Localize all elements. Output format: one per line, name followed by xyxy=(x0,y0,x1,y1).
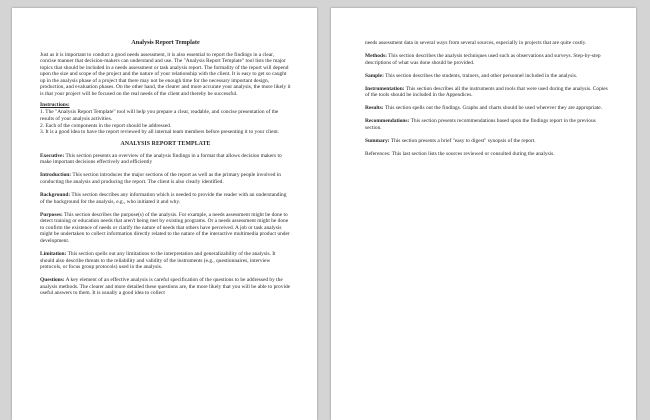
section-text: This section spells out any limitations to the interpretation and generalizability of the analysis. It should also describe threats to the reliability and validity of the instruments (e.g., questionnaires, interview protocols, or focus group protocols) used in the analysis. xyxy=(40,250,276,271)
section-introduction xyxy=(40,172,291,185)
instruction-item-3: 3. It is a good idea to have the report reviewed by all internal team members before presenting it to your client. xyxy=(40,129,280,136)
section-label: Limitation: xyxy=(40,250,67,257)
section-recommendations xyxy=(365,118,610,131)
section-text: This section describes the students, trainers, and other personnel included in the analysis. xyxy=(383,72,578,79)
section-text: A key element of an effective analysis is careful specification of the questions to be addressed by the analysis methods. The clearer and more detailed these questions are, the more likely that you will be able to provide useful answers to them. It is usually a good idea to collect xyxy=(40,277,291,297)
section-label: Background: xyxy=(40,191,71,198)
document-title: Analysis Report Template xyxy=(131,39,200,46)
section-results xyxy=(365,105,610,112)
section-text: This section introduces the major sections of the report as well as the primary people involved in conducting the analysis and producing the report. The client is also clearly identified. xyxy=(40,172,281,185)
section-questions xyxy=(40,277,291,297)
section-references: References: This last section lists the sources reviewed or consulted during the analysis. xyxy=(365,150,555,157)
continuation-paragraph: needs assessment data in several ways from several sources, especially in projects that are quite costly. xyxy=(365,40,587,46)
section-label: Summary: xyxy=(365,137,390,144)
section-label: Methods: xyxy=(365,52,387,59)
intro-paragraph: Just as it is important to conduct a good needs assessment, it is also essential to report the findings in a clear, concise manner that decision-makers can understand and use. The "Analysis Report Template" tool lists the major topics that should be included in a needs assessment or task analysis report. The formality of the report will depend upon the size and scope of the project and the nature of your relationship with the client. It is easy to get so caught up in the analysis phase of a project that there may not be enough time for the necessary important design, production, and evaluation phases. On the other hand, the clearer and more accurate your analysis, the more likely it is that your project will be focused on the real needs of the client and thereby be successful. xyxy=(40,51,291,98)
section-label: Executive: xyxy=(40,152,65,159)
instruction-item-2: 2. Each of the components in the report should be addressed. xyxy=(40,122,172,129)
section-label: Results: xyxy=(365,105,384,112)
section-text: This section describes the purpose(s) of the analysis. For example, a needs assessment might be done to detect training or education needs that aren't being met by existing programs. Or a needs assessment might be done to confirm the existence of needs or clarify the nature of needs that others have perceived. A job or task analysis might be undertaken to collect information directly related to the nature of the interactive multimedia product under development. xyxy=(40,211,290,244)
section-sample xyxy=(365,73,610,80)
section-background xyxy=(40,192,291,205)
section-text: This section describes all the instruments and tools that were used during the analysis. Copies of the tools should be included in the Appendices. xyxy=(365,85,608,99)
document-page-left xyxy=(12,8,317,420)
section-text: This section presents an overview of the analysis findings in a format that allows decision makers to make important decisions effectively and efficiently xyxy=(40,152,282,166)
section-purposes xyxy=(40,212,291,245)
section-label: Questions: xyxy=(40,277,65,284)
section-limitation xyxy=(40,251,291,271)
instruction-item-1: 1. The "Analysis Report Template" tool will help you prepare a clear, readable, and concise presentation of the results of your analysis activities. xyxy=(40,109,279,123)
instructions-title: Instructions: xyxy=(40,101,70,108)
section-label: Introduction: xyxy=(40,172,72,179)
section-text: This section spells out the findings. Graphs and charts should be used wherever they are appropriate. xyxy=(383,105,603,112)
section-label: Purposes: xyxy=(40,211,63,218)
template-heading: ANALYSIS REPORT TEMPLATE xyxy=(120,140,211,147)
section-executive xyxy=(40,153,291,166)
instructions-list xyxy=(40,109,291,135)
document-page-right xyxy=(331,8,636,420)
section-text: This section describes any information which is needed to provide the reader with an understanding of the background for the analysis, e.g., who initiated it and why. xyxy=(40,191,287,205)
section-methods xyxy=(365,53,610,66)
section-text: This section presents recommendations based upon the findings report in the previous section. xyxy=(365,118,596,131)
section-text: This section describes the analysis techniques used such as observations and surveys. Step-by-step descriptions of what was done should be provided. xyxy=(365,52,601,66)
section-label: Sample: xyxy=(365,72,384,79)
section-text: This section presents a brief "easy to digest" synopsis of the report. xyxy=(389,137,536,144)
section-label: Recommendations: xyxy=(365,118,410,125)
section-label: Instrumentation: xyxy=(365,85,405,92)
section-instrumentation xyxy=(365,86,610,99)
section-summary xyxy=(365,138,610,145)
instructions-title-row xyxy=(40,102,291,109)
